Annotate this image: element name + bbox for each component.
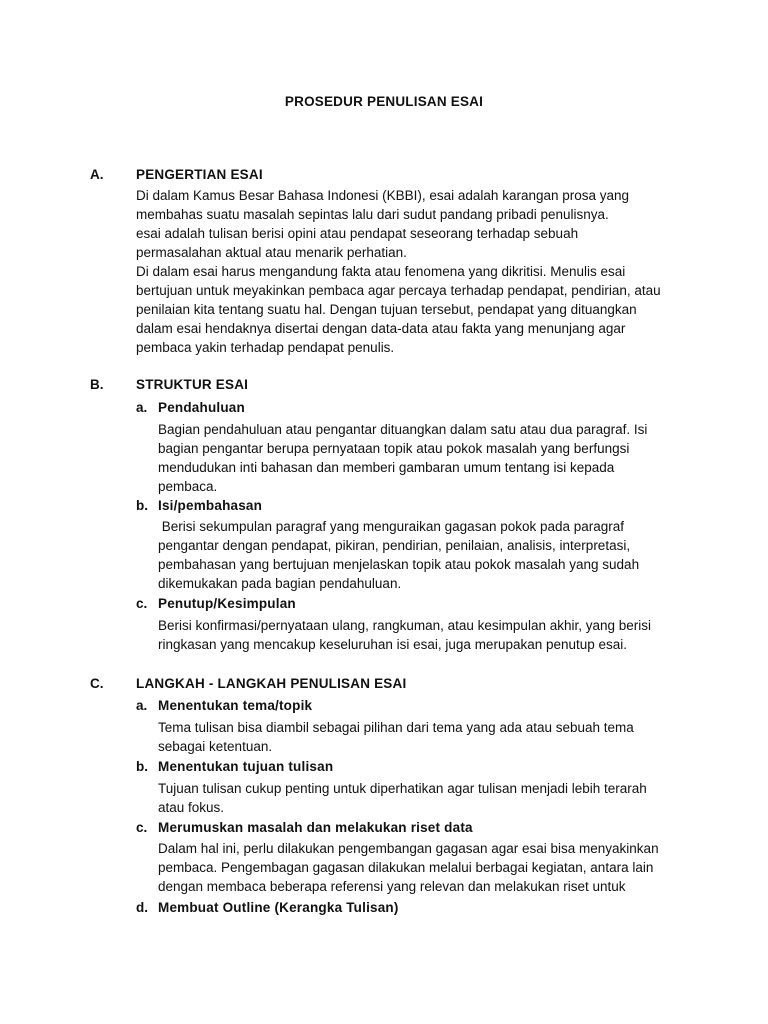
paragraph-line: ringkasan yang mencakup keseluruhan isi esai, juga merupakan penutup esai. [158,637,628,652]
section-b-item-a-letter: a. [136,400,148,415]
paragraph-line: pembaca. [158,479,218,494]
section-c-item-a-letter: a. [136,698,148,713]
section-c-heading: LANGKAH - LANGKAH PENULISAN ESAI [136,676,407,691]
section-b-item-b-letter: b. [136,498,148,513]
paragraph-line: membahas suatu masalah sepintas lalu dari sudut pandang pribadi penulisnya. [136,207,609,222]
paragraph-line: bertujuan untuk meyakinkan pembaca agar percaya terhadap pendapat, pendirian, atau [136,283,661,298]
paragraph-line: Dalam hal ini, perlu dilakukan pengembangan gagasan agar esai bisa menyakinkan [158,841,659,856]
section-c-letter: C. [90,676,104,691]
paragraph-line: atau fokus. [158,800,225,815]
document-title: PROSEDUR PENULISAN ESAI [284,94,484,109]
paragraph-line: esai adalah tulisan berisi opini atau pendapat seseorang terhadap sebuah [136,226,579,241]
section-b-item-c-heading: Penutup/Kesimpulan [158,596,296,611]
section-c-item-a-paragraph [158,718,698,756]
section-a-paragraph [136,186,696,357]
section-c-item-d-letter: d. [136,900,148,915]
paragraph-line: pembaca. Pengembagan gagasan dilakukan melalui berbagai kegiatan, antara lain [158,860,654,875]
section-b-item-b-heading: Isi/pembahasan [158,498,263,513]
section-c-item-c-heading: Merumuskan masalah dan melakukan riset data [158,820,473,835]
paragraph-line: Di dalam esai harus mengandung fakta atau fenomena yang dikritisi. Menulis esai [136,264,626,279]
section-a-heading: PENGERTIAN ESAI [136,167,263,182]
paragraph-line: penilaian kita tentang suatu hal. Dengan tujuan tersebut, pendapat yang dituangkan [136,302,637,317]
paragraph-line: Tema tulisan bisa diambil sebagai pilihan dari tema yang ada atau sebuah tema [158,720,634,735]
paragraph-line: pengantar dengan pendapat, pikiran, pendirian, penilaian, analisis, interpretasi, [158,538,631,553]
section-c-item-b-letter: b. [136,759,148,774]
section-b-heading: STRUKTUR ESAI [136,377,249,392]
paragraph-line: Berisi sekumpulan paragraf yang menguraikan gagasan pokok pada paragraf [158,519,625,534]
section-b-item-c-letter: c. [136,596,148,611]
section-c-item-c-letter: c. [136,820,148,835]
paragraph-line: Di dalam Kamus Besar Bahasa Indonesi (KBBI), esai adalah karangan prosa yang [136,188,630,203]
paragraph-line: permasalahan aktual atau menarik perhatian. [136,245,407,260]
section-c-item-b-heading: Menentukan tujuan tulisan [158,759,334,774]
paragraph-line: dengan membaca beberapa referensi yang relevan dan melakukan riset untuk [158,879,626,894]
paragraph-line: sebagai ketentuan. [158,739,273,754]
section-b-item-c-paragraph [158,616,698,654]
section-c-item-a-heading: Menentukan tema/topik [158,698,313,713]
paragraph-line: Tujuan tulisan cukup penting untuk diperhatikan agar tulisan menjadi lebih terarah [158,781,647,796]
paragraph-line: dalam esai hendaknya disertai dengan data-data atau fakta yang menunjang agar [136,321,626,336]
paragraph-line: pembahasan yang bertujuan menjelaskan topik atau pokok masalah yang sudah [158,557,640,572]
section-b-item-a-paragraph [158,420,698,496]
paragraph-line: Berisi konfirmasi/pernyataan ulang, rangkuman, atau kesimpulan akhir, yang berisi [158,618,652,633]
paragraph-line: Bagian pendahuluan atau pengantar dituangkan dalam satu atau dua paragraf. Isi [158,422,648,437]
section-b-item-a-heading: Pendahuluan [158,400,245,415]
paragraph-line: dikemukakan pada bagian pendahuluan. [158,576,402,591]
section-c-item-d-heading: Membuat Outline (Kerangka Tulisan) [158,900,399,915]
section-a-letter: A. [90,167,104,182]
section-b-item-b-paragraph [158,517,698,593]
paragraph-line: mendudukan inti bahasan dan memberi gambaran umum tentang isi kepada [158,460,615,475]
section-c-item-c-paragraph [158,839,698,896]
section-b-letter: B. [90,377,104,392]
section-c-item-b-paragraph [158,779,698,817]
paragraph-line: bagian pengantar berupa pernyataan topik atau pokok masalah yang berfungsi [158,441,630,456]
paragraph-line: pembaca yakin terhadap pendapat penulis. [136,340,395,355]
